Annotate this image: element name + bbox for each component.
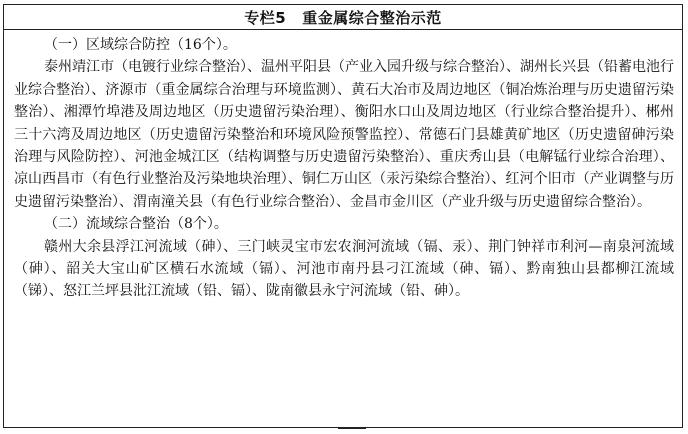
section-heading-basin: （二）流域综合整治（8个）。	[44, 216, 228, 233]
section-heading-regional: （一）区域综合防控（16个）。	[44, 37, 237, 53]
box-title-label: 专栏5	[244, 8, 287, 27]
page-divider-mark	[338, 427, 366, 429]
box-title-text: 重金属综合整治示范	[302, 8, 442, 27]
section-body-regional: 泰州靖江市（电镀行业综合整治）、温州平阳县（产业入园升级与综合整治）、湖州长兴县（铅蓄电池行业综合整治）、济源市（重金属综合治理与环境监测）、黄石大冶市及周边地区（铜冶炼治理与历史遗留污染整治）、湘潭竹埠港及周边地区（历史遗留污染治理）、衡阳水口山及周边地区（行业综合整治提升）、郴州三十六湾及周边地区（历史遗留污染整治和环境风险预警监控）、常德石门县雄黄矿地区（历史遗留砷污染治理与风险防控）、河池金城江区（结构调整与历史遗留污染整治）、重庆秀山县（电解锰行业综合治理）、凉山西昌市（有色行业整治及污染地块治理）、铜仁万山区（汞污染综合整治）、红河个旧市（产业调整与历史遗留污染整治）、渭南潼关县（有色行业综合整治）、金昌市金川区（产业升级与历史遗留综合整治）。	[14, 59, 674, 210]
box-content	[4, 30, 682, 303]
box-title	[4, 5, 682, 30]
feature-box	[3, 4, 683, 428]
section-body-basin: 赣州大余县浮江河流域（砷）、三门峡灵宝市宏农涧河流域（镉、汞）、荆门钟祥市利河—南泉河流域（砷）、韶关大宝山矿区横石水流域（镉）、河池市南丹县刁江流域（砷、镉）、黔南独山县都柳江流域（锑）、怒江兰坪县沘江流域（铅、镉）、陇南徽县永宁河流域（铅、砷）。	[14, 238, 674, 300]
